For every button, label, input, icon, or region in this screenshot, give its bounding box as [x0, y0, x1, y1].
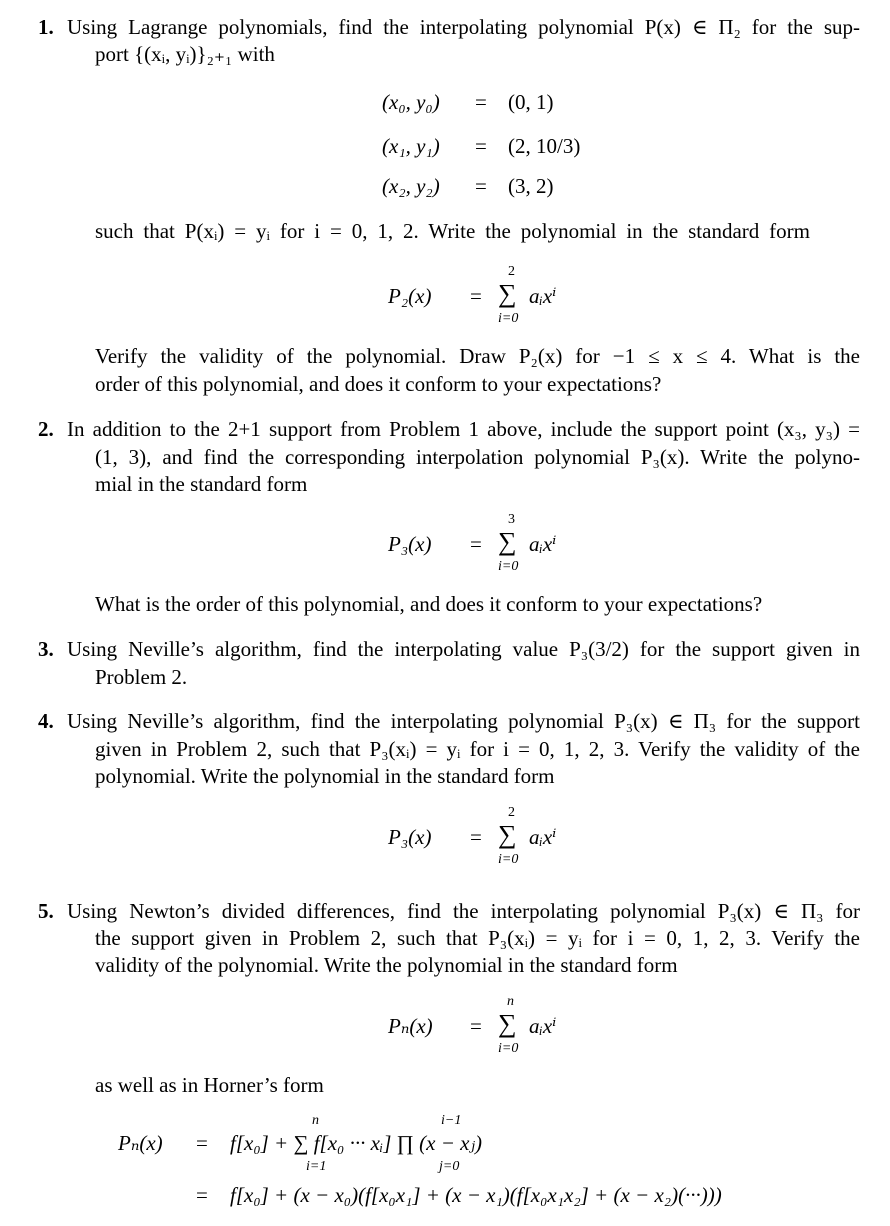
problem-number: 3.: [38, 637, 54, 661]
horner-row-1: f[x₀] + ∑ f[x₀ ··· xᵢ] ∏ (x − xⱼ): [230, 1131, 483, 1155]
problem-text-line: In addition to the 2+1 support from Problem 1 above, include the support point (x₃, y₃) =: [67, 417, 860, 441]
problem-number: 2.: [38, 417, 54, 441]
problem-text-line: Using Neville’s algorithm, find the interpolating polynomial P₃(x) ∈ Π₃ for the support: [67, 709, 860, 733]
support-rhs: (0, 1): [508, 90, 554, 114]
sum-lower-limit: i=1: [306, 1159, 327, 1174]
sum-upper-limit: n: [312, 1113, 319, 1128]
formula-body: aᵢxⁱ: [529, 825, 557, 849]
problem-text-line: validity of the polynomial. Write the polynomial in the standard form: [95, 953, 678, 977]
equals-sign: =: [196, 1131, 208, 1155]
problem-text-line: port {(xᵢ, yᵢ)}₂₊₁ with: [95, 42, 275, 66]
problem-text-line: Using Neville’s algorithm, find the interpolating value P₃(3/2) for the support given in: [67, 637, 860, 661]
problem-text-line: (1, 3), and find the corresponding interpolation polynomial P₃(x). Write the polyno-: [95, 445, 860, 469]
formula-lhs: Pₙ(x): [388, 1014, 433, 1038]
formula-lhs: P₂(x): [388, 284, 432, 308]
equals-sign: =: [475, 90, 487, 114]
sum-symbol: ∑: [498, 1009, 517, 1038]
equals-sign: =: [196, 1183, 208, 1207]
equals-sign: =: [470, 284, 482, 308]
problem-number: 5.: [38, 899, 54, 923]
sum-upper-limit: 3: [508, 512, 515, 527]
problem-text-line: Using Lagrange polynomials, find the interpolating polynomial P(x) ∈ Π₂ for the sup-: [67, 15, 860, 39]
sum-lower-limit: i=0: [498, 1041, 519, 1056]
problem-text-line: such that P(xᵢ) = yᵢ for i = 0, 1, 2. Write the polynomial in the standard form: [95, 219, 810, 243]
problem-text-line: polynomial. Write the polynomial in the standard form: [95, 764, 555, 788]
problem-text-line: order of this polynomial, and does it conform to your expectations?: [95, 372, 662, 396]
problem-number: 1.: [38, 15, 54, 39]
sum-symbol: ∑: [498, 527, 517, 556]
support-lhs: (x₁, y₁): [382, 134, 440, 158]
problem-text-line: given in Problem 2, such that P₃(xᵢ) = yᵢ for i = 0, 1, 2, 3. Verify the validity of the: [95, 737, 860, 761]
equals-sign: =: [475, 174, 487, 198]
problem-text-line: Verify the validity of the polynomial. Draw P₂(x) for −1 ≤ x ≤ 4. What is the: [95, 344, 860, 368]
formula-lhs: Pₙ(x): [118, 1131, 163, 1155]
sum-upper-limit: n: [507, 994, 514, 1009]
problem-text-line: mial in the standard form: [95, 472, 308, 496]
sum-lower-limit: i=0: [498, 852, 519, 867]
support-rhs: (2, 10/3): [508, 134, 581, 158]
product-lower-limit: j=0: [439, 1159, 460, 1174]
formula-body: aᵢxⁱ: [529, 284, 557, 308]
equals-sign: =: [470, 825, 482, 849]
formula-body: aᵢxⁱ: [529, 532, 557, 556]
problem-text-line: Using Newton’s divided differences, find the interpolating polynomial P₃(x) ∈ Π₃ for: [67, 899, 860, 923]
sum-upper-limit: 2: [508, 264, 515, 279]
equals-sign: =: [470, 1014, 482, 1038]
problem-text-line: as well as in Horner’s form: [95, 1073, 324, 1097]
sum-symbol: ∑: [498, 279, 517, 308]
formula-lhs: P₃(x): [388, 532, 432, 556]
horner-row-2: f[x₀] + (x − x₀)(f[x₀x₁] + (x − x₁)(f[x₀x₁x₂] + (x − x₂)(···))): [230, 1183, 722, 1207]
sum-lower-limit: i=0: [498, 559, 519, 574]
sum-lower-limit: i=0: [498, 311, 519, 326]
equals-sign: =: [470, 532, 482, 556]
problem-text-line: the support given in Problem 2, such that P₃(xᵢ) = yᵢ for i = 0, 1, 2, 3. Verify the: [95, 926, 860, 950]
formula-body: aᵢxⁱ: [529, 1014, 557, 1038]
support-lhs: (x₀, y₀): [382, 90, 440, 114]
equals-sign: =: [475, 134, 487, 158]
problem-text-line: Problem 2.: [95, 665, 188, 689]
problem-text-line: What is the order of this polynomial, and does it conform to your expectations?: [95, 592, 763, 616]
support-rhs: (3, 2): [508, 174, 554, 198]
sum-upper-limit: 2: [508, 805, 515, 820]
sum-symbol: ∑: [498, 820, 517, 849]
problem-number: 4.: [38, 709, 54, 733]
formula-lhs: P₃(x): [388, 825, 432, 849]
product-upper-limit: i−1: [441, 1113, 462, 1128]
support-lhs: (x₂, y₂): [382, 174, 440, 198]
